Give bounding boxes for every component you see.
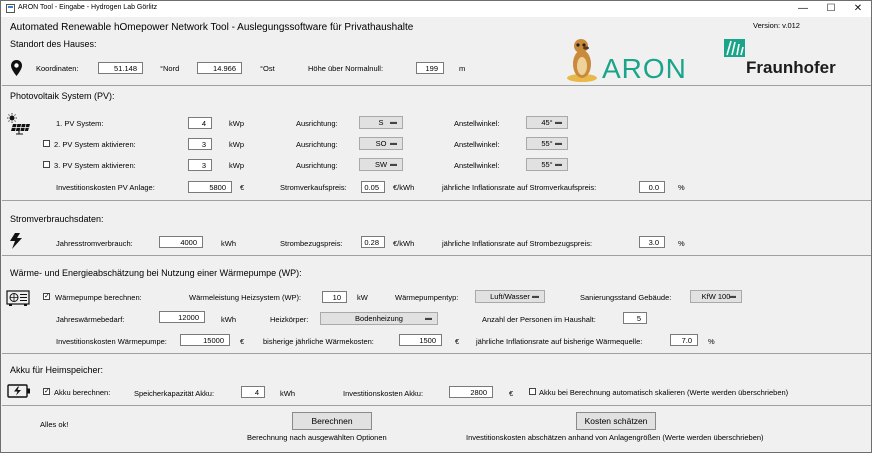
- chevron-down-icon: ▬: [729, 293, 736, 300]
- heat-demand-input[interactable]: 12000: [159, 311, 205, 323]
- capacity-unit: kWh: [280, 389, 295, 398]
- pv3-checkbox[interactable]: [43, 161, 50, 168]
- window-title: ARON Tool - Eingabe - Hydrogen Lab Görlitz: [18, 4, 158, 11]
- prev-cost-label: bisherige jährliche Wärmekosten:: [263, 337, 374, 346]
- buy-inflation-input[interactable]: 3.0: [639, 236, 665, 248]
- chevron-down-icon: ▬: [555, 161, 562, 168]
- estimate-caption: Investitionskosten abschätzen anhand von Anlagengrößen (Werte werden überschrieben): [466, 433, 764, 442]
- longitude-input[interactable]: 14.966: [197, 62, 242, 74]
- divider: [2, 405, 871, 406]
- consumption-input[interactable]: 4000: [159, 236, 203, 248]
- lat-unit: °Nord: [160, 64, 180, 73]
- calculate-caption: Berechnung nach ausgewählten Optionen: [247, 433, 387, 442]
- heat-pump-icon: [6, 290, 30, 306]
- pv1-angle-dropdown[interactable]: [526, 116, 568, 129]
- pv3-angle-label: Anstellwinkel:: [454, 161, 500, 170]
- chevron-down-icon: ▬: [532, 293, 539, 300]
- pv1-orientation-value: S: [378, 118, 384, 127]
- location-pin-icon: [11, 60, 22, 76]
- app-title: Automated Renewable hOmepower Network Tool - Auslegungssoftware für Privathaushalte: [10, 22, 414, 33]
- check-icon: ✓: [44, 293, 50, 300]
- consumption-unit: kWh: [221, 239, 236, 248]
- buy-inflation-percent: %: [678, 239, 685, 248]
- radiator-dropdown[interactable]: [320, 312, 438, 325]
- renovation-dropdown[interactable]: [690, 290, 742, 303]
- pv1-unit: kWp: [229, 119, 244, 128]
- location-section-title: Standort des Hauses:: [10, 39, 97, 49]
- pv2-orientation-dropdown[interactable]: [359, 137, 403, 150]
- app-icon: [6, 4, 15, 13]
- pv2-label: 2. PV System aktivieren:: [54, 140, 136, 149]
- prev-cost-currency: €: [455, 337, 460, 346]
- heatpump-checkbox[interactable]: [43, 293, 50, 300]
- sell-price-input[interactable]: 0.05: [361, 181, 385, 193]
- renovation-label: Sanierungsstand Gebäude:: [580, 293, 672, 302]
- divider: [2, 200, 871, 201]
- pv3-label: 3. PV System aktivieren:: [54, 161, 136, 170]
- hp-invest-label: Investitionskosten Wärmepumpe:: [56, 337, 167, 346]
- sell-price-label: Stromverkaufspreis:: [280, 183, 347, 192]
- hp-invest-input[interactable]: 15000: [180, 334, 230, 346]
- pv-section-title: Photovoltaik System (PV):: [10, 91, 115, 101]
- pv3-unit: kWp: [229, 161, 244, 170]
- battery-checkbox[interactable]: [43, 388, 50, 395]
- title-bar[interactable]: [1, 1, 871, 17]
- consumption-label: Jahresstromverbrauch:: [56, 239, 133, 248]
- sell-inflation-percent: %: [678, 183, 685, 192]
- latitude-input[interactable]: 51.148: [98, 62, 143, 74]
- heat-demand-unit: kWh: [221, 315, 236, 324]
- main-form: [2, 17, 871, 451]
- hp-type-dropdown[interactable]: [475, 290, 545, 303]
- pv3-orient-label: Ausrichtung:: [296, 161, 338, 170]
- hp-type-label: Wärmepumpentyp:: [395, 293, 459, 302]
- version-label: Version: v.012: [753, 21, 800, 30]
- battery-invest-label: Investitionskosten Akku:: [343, 389, 424, 398]
- heat-demand-label: Jahreswärmebedarf:: [56, 315, 125, 324]
- close-button[interactable]: ✕: [853, 3, 863, 14]
- chevron-down-icon: ▬: [425, 315, 432, 322]
- solar-panel-icon: [7, 113, 31, 135]
- estimate-costs-button[interactable]: Kosten schätzen: [576, 412, 656, 430]
- sell-inflation-label: jährliche Inflationsrate auf Stromverkaufspreis:: [442, 183, 597, 192]
- divider: [2, 353, 871, 354]
- pv2-checkbox[interactable]: [43, 140, 50, 147]
- divider: [2, 85, 871, 86]
- pv-invest-input[interactable]: 5800: [188, 181, 232, 193]
- chevron-down-icon: ▬: [555, 140, 562, 147]
- persons-input[interactable]: 5: [623, 312, 647, 324]
- radiator-label: Heizkörper:: [270, 315, 309, 324]
- chevron-down-icon: ▬: [390, 161, 397, 168]
- prev-cost-input[interactable]: 1500: [399, 334, 442, 346]
- heat-inflation-input[interactable]: 7.0: [670, 334, 698, 346]
- pv1-kwp-input[interactable]: 4: [188, 117, 212, 129]
- pv1-angle-value: 45°: [541, 118, 553, 127]
- heatpump-calc-label: Wärmepumpe berechnen:: [55, 293, 142, 302]
- heat-inflation-percent: %: [708, 337, 715, 346]
- renovation-value: KfW 100: [701, 292, 731, 301]
- meerkat-logo-icon: [564, 34, 600, 84]
- hp-type-value: Luft/Wasser: [490, 292, 530, 301]
- pv3-kwp-input[interactable]: 3: [188, 159, 212, 171]
- pv-invest-currency: €: [240, 183, 245, 192]
- chevron-down-icon: ▬: [555, 119, 562, 126]
- autoscale-label: Akku bei Berechnung automatisch skalieren (Werte werden überschrieben): [539, 388, 789, 397]
- pv1-label: 1. PV System:: [56, 119, 104, 128]
- pv2-kwp-input[interactable]: 3: [188, 138, 212, 150]
- sell-price-unit: €/kWh: [393, 183, 415, 192]
- heat-power-label: Wärmeleistung Heizsystem (WP):: [189, 293, 302, 302]
- pv-invest-label: Investitionskosten PV Anlage:: [56, 183, 155, 192]
- pv3-orientation-value: SW: [374, 160, 388, 169]
- battery-invest-input[interactable]: 2800: [449, 386, 493, 398]
- capacity-input[interactable]: 4: [241, 386, 265, 398]
- pv3-orientation-dropdown[interactable]: [359, 158, 403, 171]
- autoscale-checkbox[interactable]: [529, 388, 536, 395]
- altitude-unit: m: [459, 64, 466, 73]
- check-icon: ✓: [44, 388, 50, 395]
- pv2-unit: kWp: [229, 140, 244, 149]
- power-section-title: Stromverbrauchsdaten:: [10, 214, 104, 224]
- pv2-angle-value: 55°: [541, 139, 553, 148]
- calculate-button[interactable]: Berechnen: [292, 412, 372, 430]
- battery-invest-currency: €: [509, 389, 514, 398]
- persons-label: Anzahl der Personen im Haushalt:: [482, 315, 596, 324]
- pv2-angle-dropdown[interactable]: [526, 137, 568, 150]
- pv1-angle-label: Anstellwinkel:: [454, 119, 500, 128]
- pv3-angle-dropdown[interactable]: [526, 158, 568, 171]
- pv3-angle-value: 55°: [541, 160, 553, 169]
- lon-unit: °Ost: [260, 64, 275, 73]
- chevron-down-icon: ▬: [390, 140, 397, 147]
- maximize-button[interactable]: ☐: [826, 3, 836, 14]
- pv2-orient-label: Ausrichtung:: [296, 140, 338, 149]
- battery-calc-label: Akku berechnen:: [54, 388, 111, 397]
- pv1-orient-label: Ausrichtung:: [296, 119, 338, 128]
- price-input[interactable]: 0.28: [361, 236, 385, 248]
- hp-invest-currency: €: [240, 337, 245, 346]
- heat-inflation-label: jährliche Inflationsrate auf bisherige Wärmequelle:: [476, 337, 643, 346]
- altitude-input[interactable]: 199: [416, 62, 444, 74]
- divider: [2, 255, 871, 256]
- battery-icon: [7, 384, 31, 398]
- sell-inflation-input[interactable]: 0.0: [639, 181, 665, 193]
- battery-section-title: Akku für Heimspeicher:: [10, 365, 104, 375]
- radiator-value: Bodenheizung: [355, 314, 403, 323]
- pv2-angle-label: Anstellwinkel:: [454, 140, 500, 149]
- heat-section-title: Wärme- und Energieabschätzung bei Nutzung einer Wärmepumpe (WP):: [10, 268, 302, 278]
- pv2-orientation-value: SO: [375, 139, 387, 148]
- pv1-orientation-dropdown[interactable]: [359, 116, 403, 129]
- price-unit: €/kWh: [393, 239, 415, 248]
- aron-logo-text: ARON: [602, 53, 687, 84]
- altitude-label: Höhe über Normalnull:: [308, 64, 384, 73]
- buy-inflation-label: jährliche Inflationsrate auf Strombezugspreis:: [442, 239, 593, 248]
- capacity-label: Speicherkapazität Akku:: [134, 389, 215, 398]
- price-label: Strombezugspreis:: [280, 239, 343, 248]
- status-text: Alles ok!: [40, 420, 69, 429]
- lightning-icon: [8, 233, 24, 249]
- heat-power-unit: kW: [357, 293, 368, 302]
- minimize-button[interactable]: —: [798, 3, 808, 14]
- coords-label: Koordinaten:: [36, 64, 79, 73]
- heat-power-input[interactable]: 10: [322, 291, 347, 303]
- fraunhofer-brand: Fraunhofer: [746, 58, 836, 77]
- fraunhofer-logo-icon: [724, 38, 746, 58]
- chevron-down-icon: ▬: [390, 119, 397, 126]
